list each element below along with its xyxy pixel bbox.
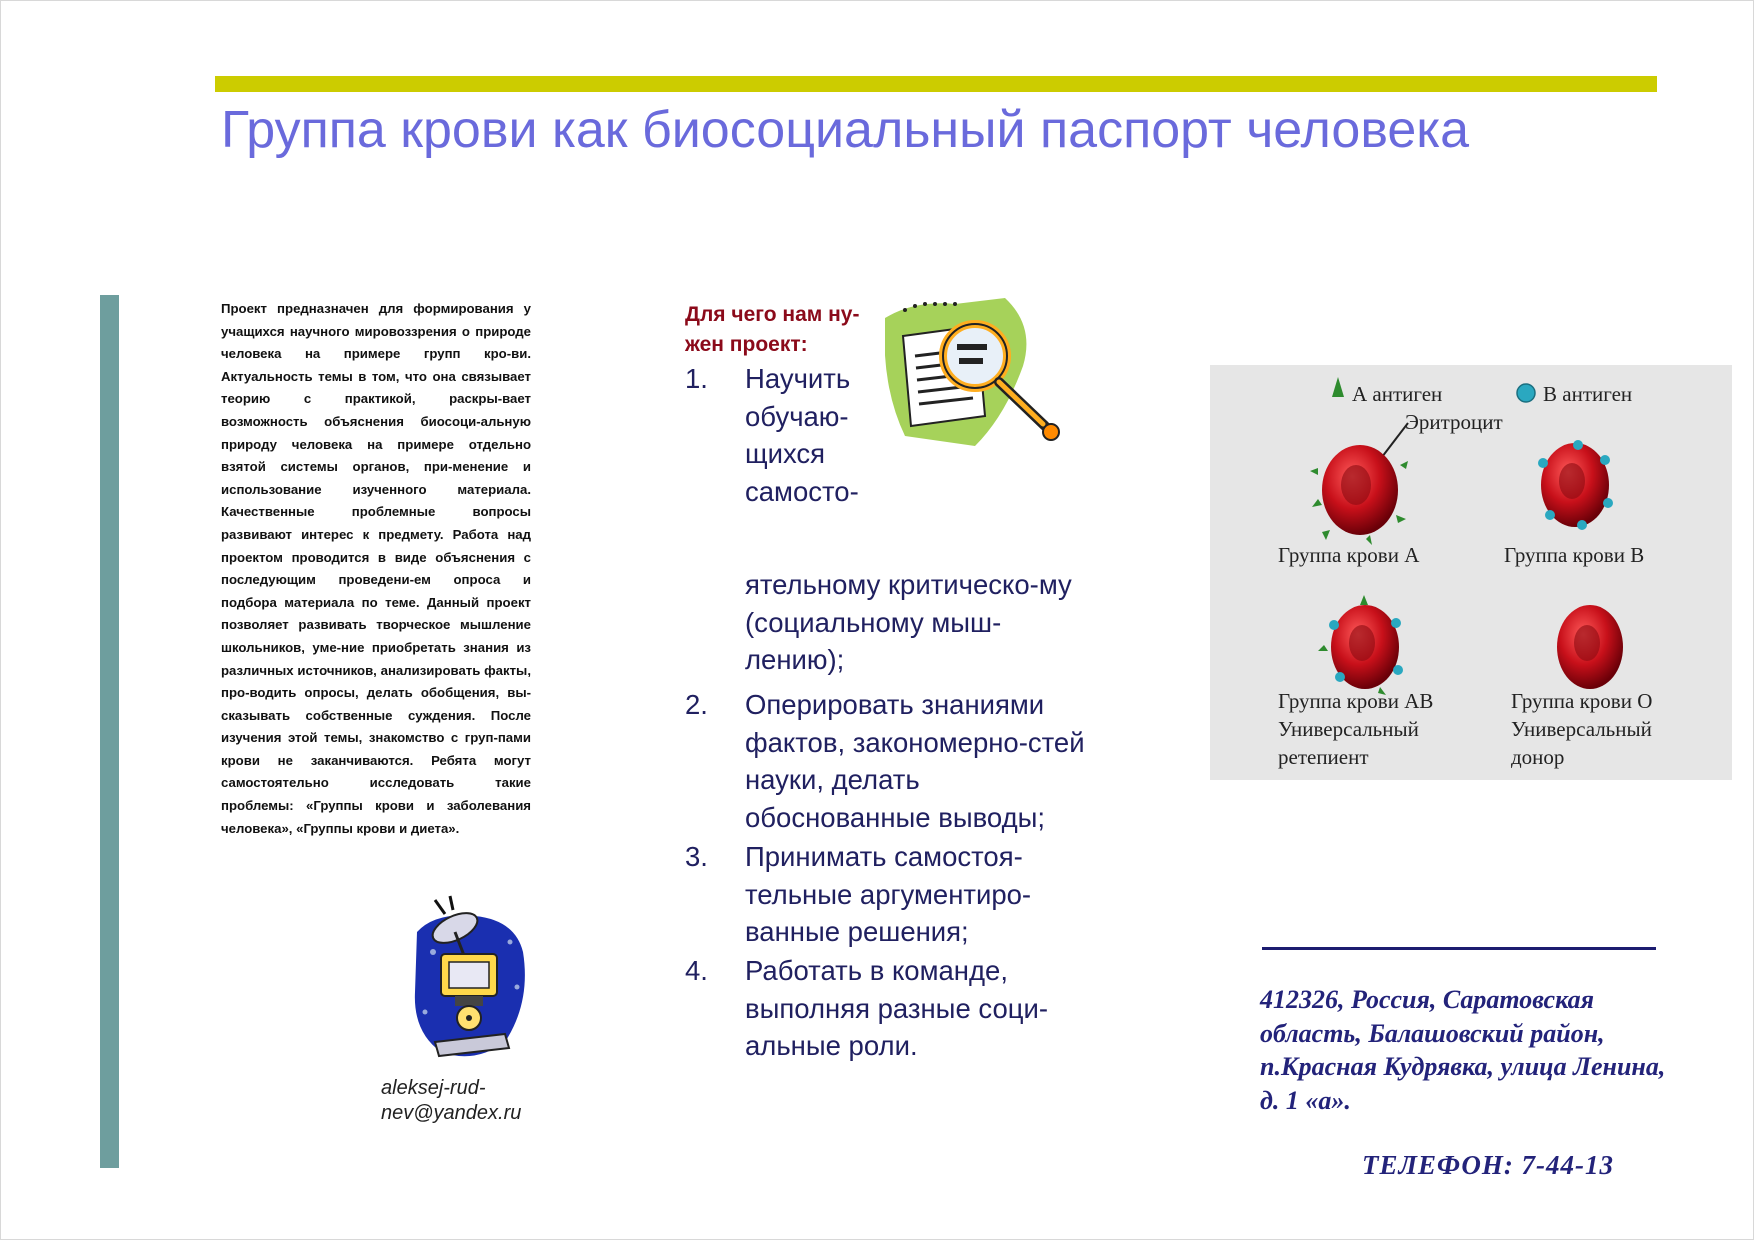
group-ab-label: Группа крови АВ <box>1278 689 1434 713</box>
group-a-label: Группа крови А <box>1278 543 1420 567</box>
group-ab-sub2: ретепиент <box>1278 745 1369 769</box>
address-divider <box>1262 947 1656 950</box>
goal-number: 2. <box>685 689 708 720</box>
cell-group-b <box>1538 440 1613 530</box>
legend-b-label: В антиген <box>1543 382 1633 406</box>
goal-number: 3. <box>685 841 708 872</box>
goals-heading: Для чего нам ну-жен проект: <box>685 303 860 356</box>
contact-email: aleksej-rud-nev@yandex.ru <box>381 1077 522 1124</box>
goal-text: Оперировать знаниями фактов, закономерно-стей науки, делать обоснованные выводы; <box>745 689 1085 833</box>
group-o-sub1: Универсальный <box>1511 717 1652 741</box>
cell-group-a <box>1310 445 1408 545</box>
satellite-computer-clipart <box>405 892 535 1067</box>
postal-address: 412326, Россия, Саратовская область, Балашовский район, п.Красная Кудрявка, улица Ленина, д. 1 «а». <box>1260 985 1666 1115</box>
page-title: Группа крови как биосоциальный паспорт человека <box>221 101 1470 159</box>
cell-group-o <box>1557 605 1623 689</box>
phone-number: ТЕЛЕФОН: 7-44-13 <box>1362 1150 1615 1180</box>
goal-text: Принимать самостоя-тельные аргументиро-ванные решения; <box>745 841 1032 948</box>
intro-paragraph: Проект предназначен для формирования у учащихся научного мировоззрения о природе человека на примере групп кро-ви. Актуальность темы в том, что она связывает теорию с практикой, раскры-вает возможность объяснения биосоци-альную природу человека на примере отдельно взятой системы органов, при-менение и использование изученного материала. Качественные проблемные вопросы развивают интерес к предмету. Работа над проектом проводится в виде объяснения с последующим проведени-ем опроса и подбора материала по теме. Данный проект позволяет развивать творческое мышление школьников, уме-ние приобретать знания из различных источников, анализировать факты, про-водить опросы, делать обобщения, вы-сказывать собственные суждения. После изучения этой темы, знакомство с груп-пами крови не заканчиваются. Ребята могут самостоятельно исследовать такие проблемы: «Группы крови и заболевания человека», «Группы крови и диета». <box>221 301 531 836</box>
blood-groups-figure <box>1210 365 1732 780</box>
antigen-b-legend-icon <box>1517 384 1535 402</box>
top-accent-bar <box>215 76 1657 92</box>
goal-text-continued: ятельному критическо-му (социальному мыш-лению); <box>745 569 1072 676</box>
side-accent-bar <box>100 295 119 1168</box>
goal-number: 4. <box>685 955 708 986</box>
goal-text: Работать в команде, выполняя разные соци-альные роли. <box>745 955 1049 1062</box>
group-o-label: Группа крови О <box>1511 689 1653 713</box>
magnifier-document-clipart <box>885 296 1065 456</box>
group-ab-sub1: Универсальный <box>1278 717 1419 741</box>
goal-number: 1. <box>685 363 708 394</box>
legend-a-label: А антиген <box>1352 382 1443 406</box>
erythrocyte-label: Эритроцит <box>1405 410 1503 434</box>
goal-text: Научить обучаю-щихся самосто- <box>745 363 859 507</box>
group-b-label: Группа крови В <box>1504 543 1645 567</box>
antigen-a-legend-icon <box>1332 377 1344 397</box>
cell-group-ab <box>1318 595 1403 695</box>
group-o-sub2: донор <box>1511 745 1565 769</box>
